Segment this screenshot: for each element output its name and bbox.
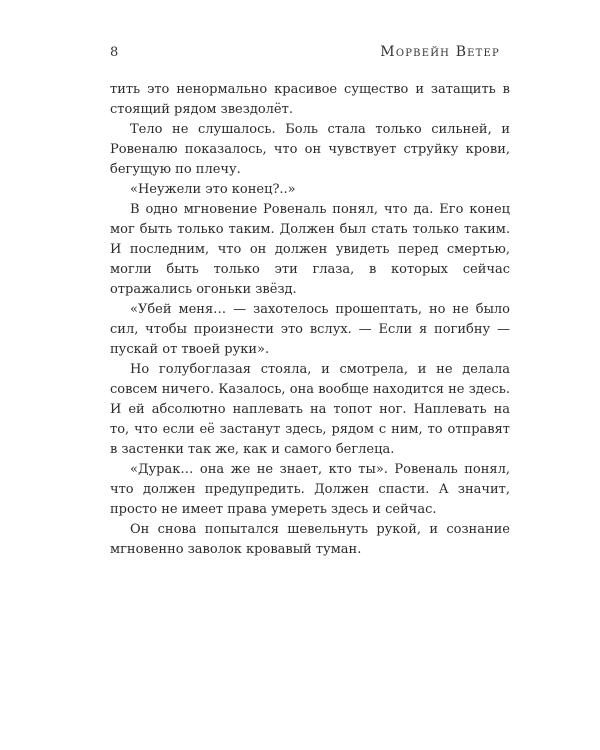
running-head <box>110 44 500 66</box>
paragraph: «Дурак… она же не знает, кто ты». Ровеналь понял, что должен предупредить. Должен спасти. А значит, просто не имеет права умереть здесь и сейчас. <box>110 462 510 517</box>
paragraph: Тело не слушалось. Боль стала только сильней, и Ровеналю показалось, что он чувствует струйку крови, бегущую по плечу. <box>110 122 510 177</box>
paragraph: «Убей меня… — захотелось прошептать, но не было сил, чтобы произнести это вслух. — Если я погибну — пускай от твоей руки». <box>110 302 510 357</box>
paragraph: Он снова попытался шевельнуть рукой, и сознание мгновенно заволок кровавый туман. <box>110 522 510 557</box>
body-text <box>110 80 510 560</box>
book-title: Морвейн Ветер <box>380 44 500 60</box>
paragraph: «Неужели это конец?..» <box>130 182 296 197</box>
page-number: 8 <box>110 45 119 60</box>
paragraph: В одно мгновение Ровеналь понял, что да. Его конец мог быть только таким. Должен был стать только таким. И последним, что он должен увидеть перед смертью, могли быть только эти глаза, в которых сейчас отражались огоньки звёзд. <box>110 202 510 297</box>
paragraph: Но голубоглазая стояла, и смотрела, и не делала совсем ничего. Казалось, она вообще находится не здесь. И ей абсолютно наплевать на топот ног. Наплевать на то, что если её застанут здесь, рядом с ним, то отправят в застенки так же, как и самого беглеца. <box>110 362 510 457</box>
paragraph: тить это ненормально красивое существо и затащить в стоящий рядом звездолёт. <box>110 82 510 117</box>
